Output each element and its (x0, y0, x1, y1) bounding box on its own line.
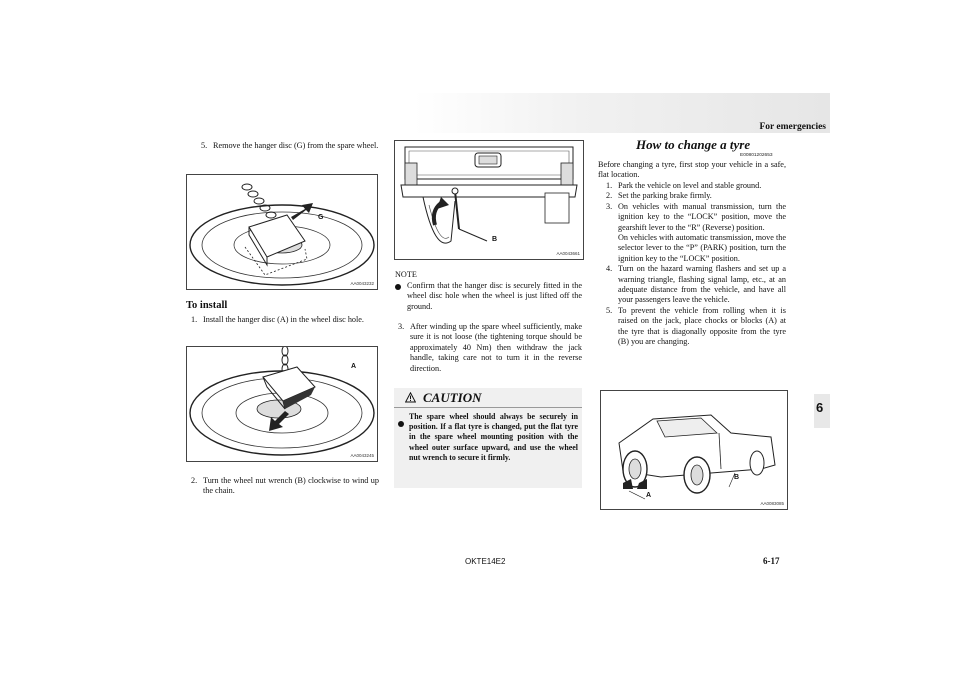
caution-title: CAUTION (423, 390, 482, 405)
step-number: 3. (398, 322, 405, 331)
spare-wheel-illustration (187, 175, 377, 289)
warning-triangle-icon (405, 392, 416, 403)
step-number: 4. (606, 264, 613, 274)
figure-remove-hanger-disc (186, 174, 378, 290)
step-text: Remove the hanger disc (G) from the spare wheel. (213, 141, 379, 150)
tyre-step-3 (606, 202, 786, 233)
note-bullet-item (395, 281, 582, 312)
step-text: Turn on the hazard warning flashers and set up a warning triangle, flashing signal lamp, etc., at an adequate distance from the vehicle, and have all your passengers leave the vehicle. (618, 264, 786, 305)
section-code: E00801202653 (740, 153, 773, 158)
tyre-change-steps (606, 181, 786, 348)
figure-label-g: G (318, 214, 324, 221)
header-title: For emergencies (759, 122, 826, 132)
step-number: 2. (191, 476, 198, 485)
figure-rear-of-vehicle-jack-handle (394, 140, 584, 260)
middle-step-3 (398, 322, 582, 374)
left-step-5 (201, 141, 379, 151)
step-text: Set the parking brake firmly. (618, 191, 712, 201)
tyre-step-3-automatic (606, 233, 786, 264)
step-text: Install the hanger disc (A) in the wheel disc hole. (203, 315, 364, 324)
caution-box (394, 388, 582, 488)
left-step-2 (191, 476, 379, 497)
spare-wheel-install-illustration (187, 347, 377, 461)
step-number: 2. (606, 191, 613, 201)
left-step-1 (191, 315, 379, 325)
figure-wheel-chocks (600, 390, 788, 510)
tyre-step-5 (606, 306, 786, 348)
figure-code: AA0043245 (350, 453, 374, 458)
tyre-step-1 (606, 181, 786, 191)
truck-rear-illustration (395, 141, 583, 259)
page-number: 6-17 (763, 556, 780, 566)
step-number: 1. (191, 315, 198, 324)
section-intro: Before changing a tyre, first stop your vehicle in a safe, flat location. (598, 160, 786, 180)
figure-install-hanger-disc (186, 346, 378, 462)
tyre-step-2 (606, 191, 786, 201)
bullet-icon (398, 421, 404, 427)
footer-doc-code: OKTE14E2 (465, 557, 506, 566)
figure-code: AA0083085 (760, 501, 784, 506)
step-number: 1. (606, 181, 613, 190)
step-number: 5. (201, 141, 208, 150)
step-number: 5. (606, 305, 613, 315)
chapter-tab-number: 6 (816, 400, 824, 415)
caution-text: The spare wheel should always be securely in position. If a flat tyre is changed, put the flat tyre in the spare wheel mounting position with the wheel outer surface upward, and use the wheel nut wrench to secure it firmly. (409, 412, 578, 462)
vehicle-chock-illustration (601, 391, 787, 509)
step-text: After winding up the spare wheel sufficiently, make sure it is not loose (the tightening torque should be approximately 40 Nm) then withdraw the jack handle, taking care not to turn it in the reverse direction. (410, 322, 582, 373)
step-number (606, 233, 618, 264)
caution-bullet-item (398, 412, 578, 463)
note-label: NOTE (395, 270, 417, 279)
bullet-icon (395, 284, 401, 290)
step-text: On vehicles with manual transmission, turn the ignition key to the “LOCK” position, move the gearshift lever to the “R” (Reverse) position. (618, 201, 786, 232)
step-number: 3. (606, 201, 613, 211)
step-text: Park the vehicle on level and stable ground. (618, 181, 762, 190)
figure-code: AA0043661 (556, 251, 580, 256)
tyre-step-4 (606, 264, 786, 306)
step-text: Turn the wheel nut wrench (B) clockwise to wind up the chain. (203, 476, 379, 496)
figure-label-b: B (492, 236, 498, 243)
figure-label-b: B (734, 474, 740, 481)
step-text: On vehicles with automatic transmission, move the selector lever to the “P” (PARK) position, turn the ignition key to the “LOCK” position. (618, 233, 786, 263)
section-title: How to change a tyre (636, 137, 751, 152)
figure-code: AA0043232 (350, 281, 374, 286)
step-text: To prevent the vehicle from rolling when it is raised on the jack, place chocks or blocks (A) at the tyre that is diagonally opposite from the tyre (B) you are changing. (618, 305, 786, 347)
section-heading-to-install: To install (186, 300, 228, 311)
caution-header (394, 388, 582, 408)
figure-label-a: A (351, 363, 357, 370)
note-text: Confirm that the hanger disc is securely fitted in the wheel disc hole when the wheel is just lifted off the ground. (407, 281, 582, 311)
figure-label-a: A (646, 492, 652, 499)
